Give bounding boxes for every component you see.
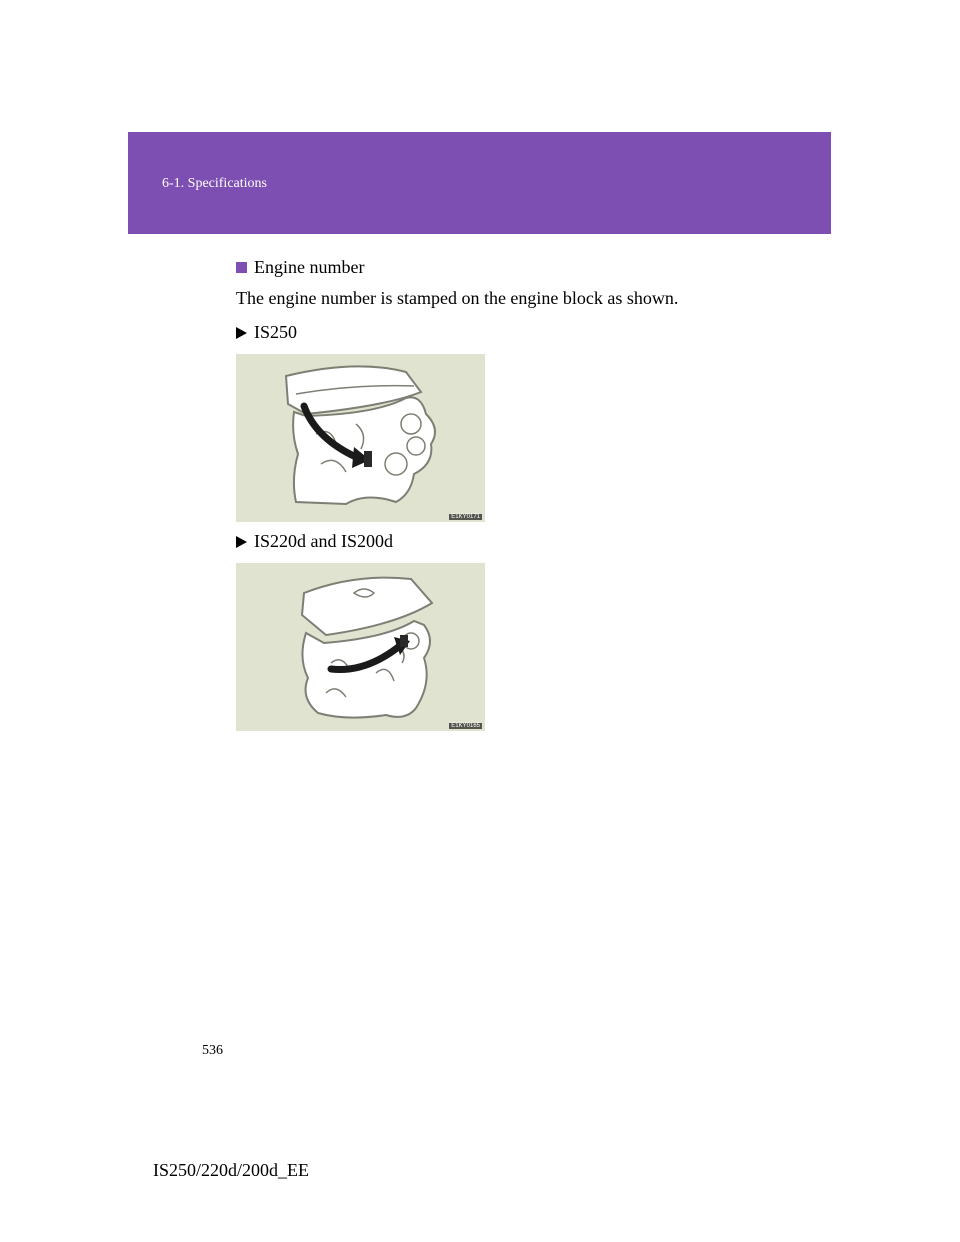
figure-label-text: IS220d and IS200d xyxy=(254,531,393,551)
heading-text: Engine number xyxy=(254,257,365,277)
page-number: 536 xyxy=(202,1043,223,1058)
figure-label-is220d xyxy=(236,531,393,552)
engine-illustration-is250 xyxy=(236,354,485,522)
engine-block-drawing xyxy=(236,563,485,731)
figure-code: E1KY0171 xyxy=(451,514,480,520)
document-footer: IS250/220d/200d_EE xyxy=(153,1160,309,1180)
square-bullet-icon xyxy=(236,262,247,273)
description-paragraph: The engine number is stamped on the engine block as shown. xyxy=(236,288,679,308)
triangle-bullet-icon xyxy=(236,327,247,339)
engine-illustration-is220d xyxy=(236,563,485,731)
figure-label-text: IS250 xyxy=(254,322,298,342)
figure-label-is250 xyxy=(236,322,297,343)
engine-block-drawing xyxy=(236,354,485,522)
figure-code: E1KY0165 xyxy=(451,723,480,729)
section-title: 6-1. Specifications xyxy=(162,176,267,191)
engine-number-heading xyxy=(236,257,364,278)
triangle-bullet-icon xyxy=(236,536,247,548)
section-header-band xyxy=(128,132,831,234)
